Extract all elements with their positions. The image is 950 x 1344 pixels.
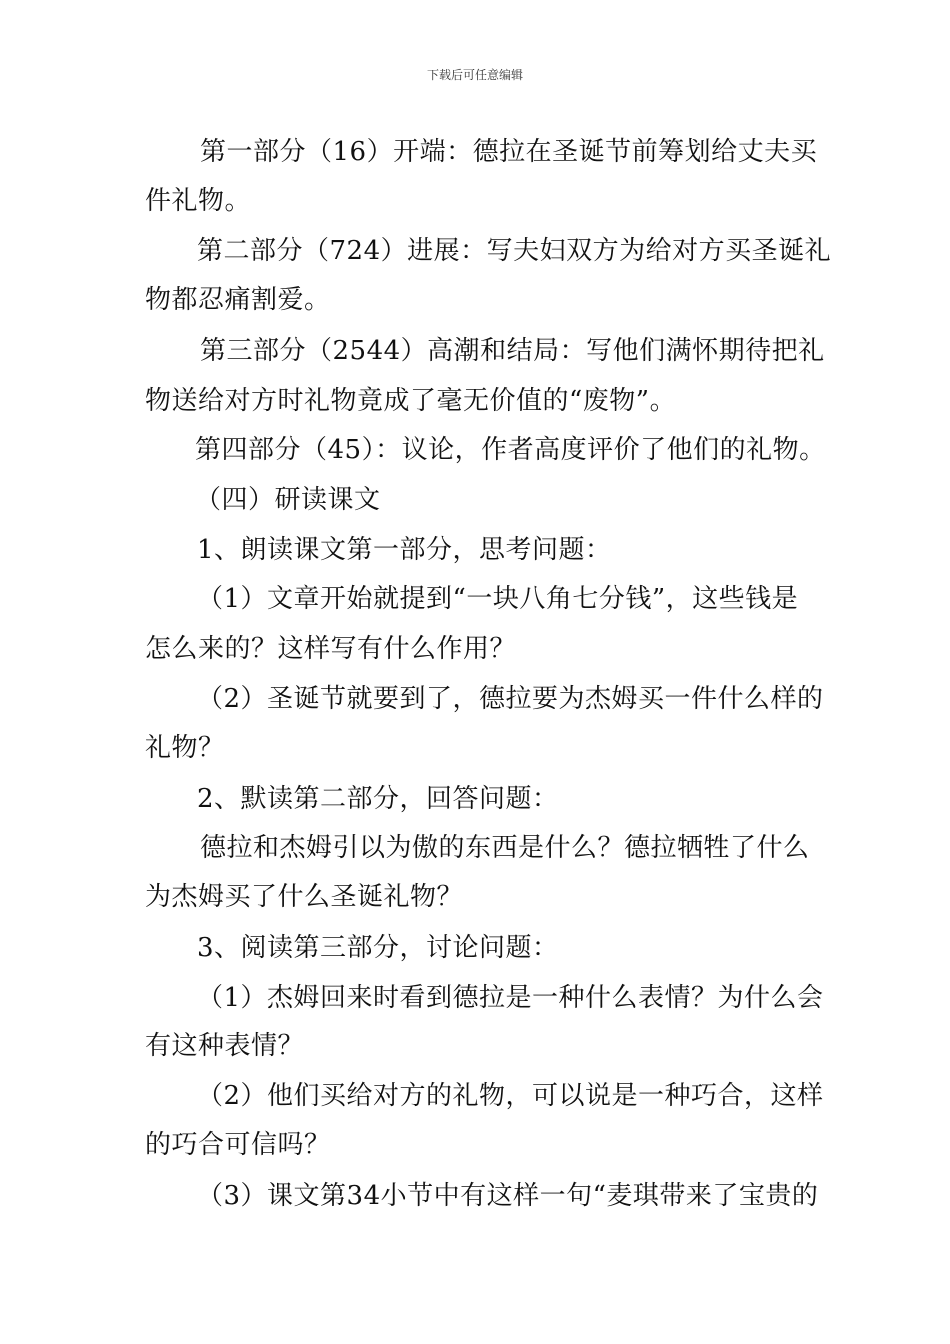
text-line: （2）他们买给对方的礼物，可以说是一种巧合，这样 — [197, 1081, 824, 1111]
text-line: （1）文章开始就提到“一块八角七分钱”，这些钱是 — [197, 584, 799, 614]
text-line: 第一部分（16）开端：德拉在圣诞节前筹划给丈夫买 — [200, 137, 818, 167]
text-line: 第三部分（2544）高潮和结局：写他们满怀期待把礼 — [200, 336, 825, 366]
text-line: 1、朗读课文第一部分，思考问题： — [197, 535, 612, 565]
text-line: 为杰姆买了什么圣诞礼物？ — [145, 882, 464, 912]
text-line: 2、默读第二部分，回答问题： — [197, 784, 559, 814]
text-line: （2）圣诞节就要到了，德拉要为杰姆买一件什么样的 — [197, 684, 824, 714]
text-line: 德拉和杰姆引以为傲的东西是什么？德拉牺牲了什么 — [200, 833, 810, 863]
text-line: 物送给对方时礼物竟成了毫无价值的“废物”。 — [145, 386, 677, 416]
text-line: 件礼物。 — [145, 186, 252, 216]
text-line: 礼物？ — [145, 733, 225, 763]
text-line: 第二部分（724）进展：写夫妇双方为给对方买圣诞礼 — [197, 236, 832, 266]
page-header: 下载后可任意编辑 — [426, 68, 523, 82]
section-heading: （四）研读课文 — [195, 485, 381, 515]
text-line: 有这种表情？ — [145, 1031, 305, 1061]
text-line: 物都忍痛割爱。 — [145, 285, 331, 315]
text-line: 3、阅读第三部分，讨论问题： — [197, 933, 559, 963]
text-line: 第四部分（45）：议论，作者高度评价了他们的礼物。 — [195, 435, 826, 465]
text-line: （3）课文第34小节中有这样一句“麦琪带来了宝贵的 — [197, 1181, 819, 1211]
text-line: 的巧合可信吗？ — [145, 1130, 331, 1160]
text-line: 怎么来的？这样写有什么作用？ — [145, 634, 517, 664]
text-line: （1）杰姆回来时看到德拉是一种什么表情？为什么会 — [197, 983, 824, 1013]
